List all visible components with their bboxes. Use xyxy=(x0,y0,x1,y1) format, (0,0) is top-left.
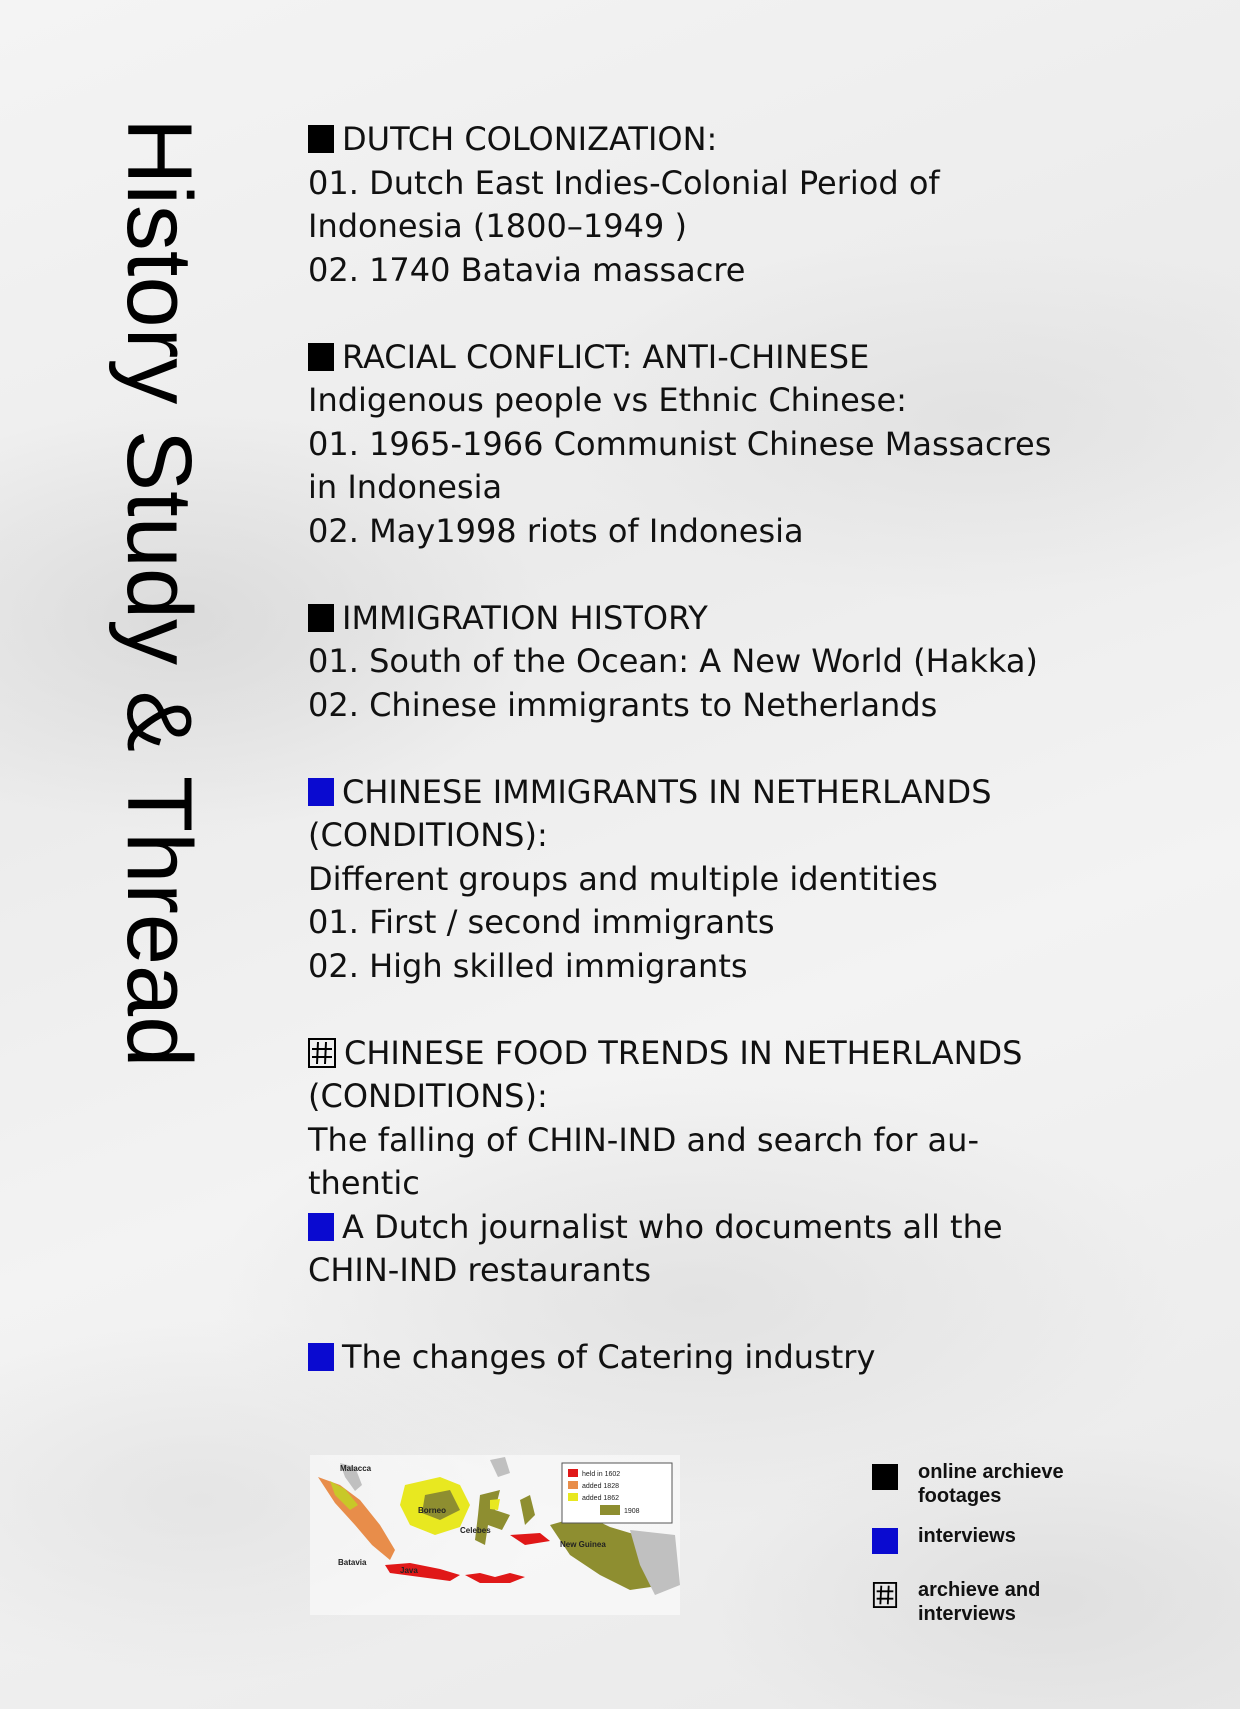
legend-item-interviews xyxy=(872,1524,1112,1554)
map-label: Malacca xyxy=(340,1464,372,1473)
section-catering-industry xyxy=(308,1336,1108,1380)
section-line: 01. Dutch East Indies-Colonial Period of xyxy=(308,163,940,202)
section-heading: IMMIGRATION HISTORY xyxy=(342,598,708,637)
section-line: thentic xyxy=(308,1164,420,1202)
black-square-icon xyxy=(308,604,334,632)
section-heading: RACIAL CONFLICT: ANTI-CHINESE xyxy=(342,337,870,376)
section-chinese-immigrants xyxy=(308,771,1108,989)
section-line: The falling of CHIN-IND and search for au- xyxy=(308,1120,979,1159)
hash-grid-icon xyxy=(872,1582,898,1608)
legend-label: interviews xyxy=(918,1525,1016,1547)
section-heading: The changes of Catering industry xyxy=(342,1338,876,1376)
map-legend-label: added 1828 xyxy=(582,1483,619,1490)
legend-label: online archieve xyxy=(918,1461,1064,1483)
section-line: CHIN-IND restaurants xyxy=(308,1251,652,1289)
section-line: 02. May1998 riots of Indonesia xyxy=(308,511,804,550)
section-racial-conflict xyxy=(308,336,1108,554)
section-line: 01. South of the Ocean: A New World (Hakka) xyxy=(308,642,1038,680)
hash-grid-icon xyxy=(308,1038,336,1068)
legend-item-archive-and-interviews xyxy=(872,1578,1112,1626)
section-chinese-food-trends xyxy=(308,1032,1108,1293)
blue-square-icon xyxy=(872,1528,898,1554)
legend-label: interviews xyxy=(918,1603,1016,1625)
section-dutch-colonization xyxy=(308,118,1108,292)
map-label: New Guinea xyxy=(560,1540,606,1549)
black-square-icon xyxy=(308,343,334,371)
map-label: Batavia xyxy=(338,1558,367,1567)
section-line: 01. First / second immigrants xyxy=(308,903,775,941)
section-line: 01. 1965-1966 Communist Chinese Massacres xyxy=(308,424,1052,463)
map-label: Celebes xyxy=(460,1526,491,1535)
black-square-icon xyxy=(308,125,334,153)
black-square-icon xyxy=(872,1464,898,1490)
page-title: History Study & Thread xyxy=(108,118,210,1068)
map-legend-label: held in 1602 xyxy=(582,1471,621,1478)
blue-square-icon xyxy=(308,1343,334,1371)
legend-label: footages xyxy=(918,1485,1002,1507)
section-line: A Dutch journalist who documents all the xyxy=(342,1207,1003,1246)
map-label: Java xyxy=(400,1566,418,1575)
section-line: 02. 1740 Batavia massacre xyxy=(308,250,746,289)
section-line: Different groups and multiple identities xyxy=(308,859,938,898)
section-heading: CHINESE FOOD TRENDS IN NETHERLANDS xyxy=(344,1033,1023,1072)
section-line: 02. Chinese immigrants to Netherlands xyxy=(308,685,938,724)
section-immigration-history xyxy=(308,597,1108,728)
section-line: Indonesia (1800–1949 ) xyxy=(308,207,687,245)
blue-square-icon xyxy=(308,1213,334,1241)
map-legend-label: 1908 xyxy=(624,1508,640,1515)
section-line: 02. High skilled immigrants xyxy=(308,946,748,985)
indonesia-colonial-map xyxy=(310,1455,680,1615)
map-legend-label: added 1862 xyxy=(582,1495,619,1502)
content-column xyxy=(308,118,1108,1423)
legend-item-online-archive xyxy=(872,1460,1112,1508)
section-line: (CONDITIONS): xyxy=(308,816,548,854)
legend-label: archieve and xyxy=(918,1579,1041,1601)
section-line: (CONDITIONS): xyxy=(308,1077,548,1115)
blue-square-icon xyxy=(308,778,334,806)
section-heading: CHINESE IMMIGRANTS IN NETHERLANDS xyxy=(342,772,992,811)
section-line: in Indonesia xyxy=(308,468,503,506)
map-label: Borneo xyxy=(418,1506,446,1515)
section-heading: DUTCH COLONIZATION: xyxy=(342,120,718,158)
section-line: Indigenous people vs Ethnic Chinese: xyxy=(308,381,907,419)
